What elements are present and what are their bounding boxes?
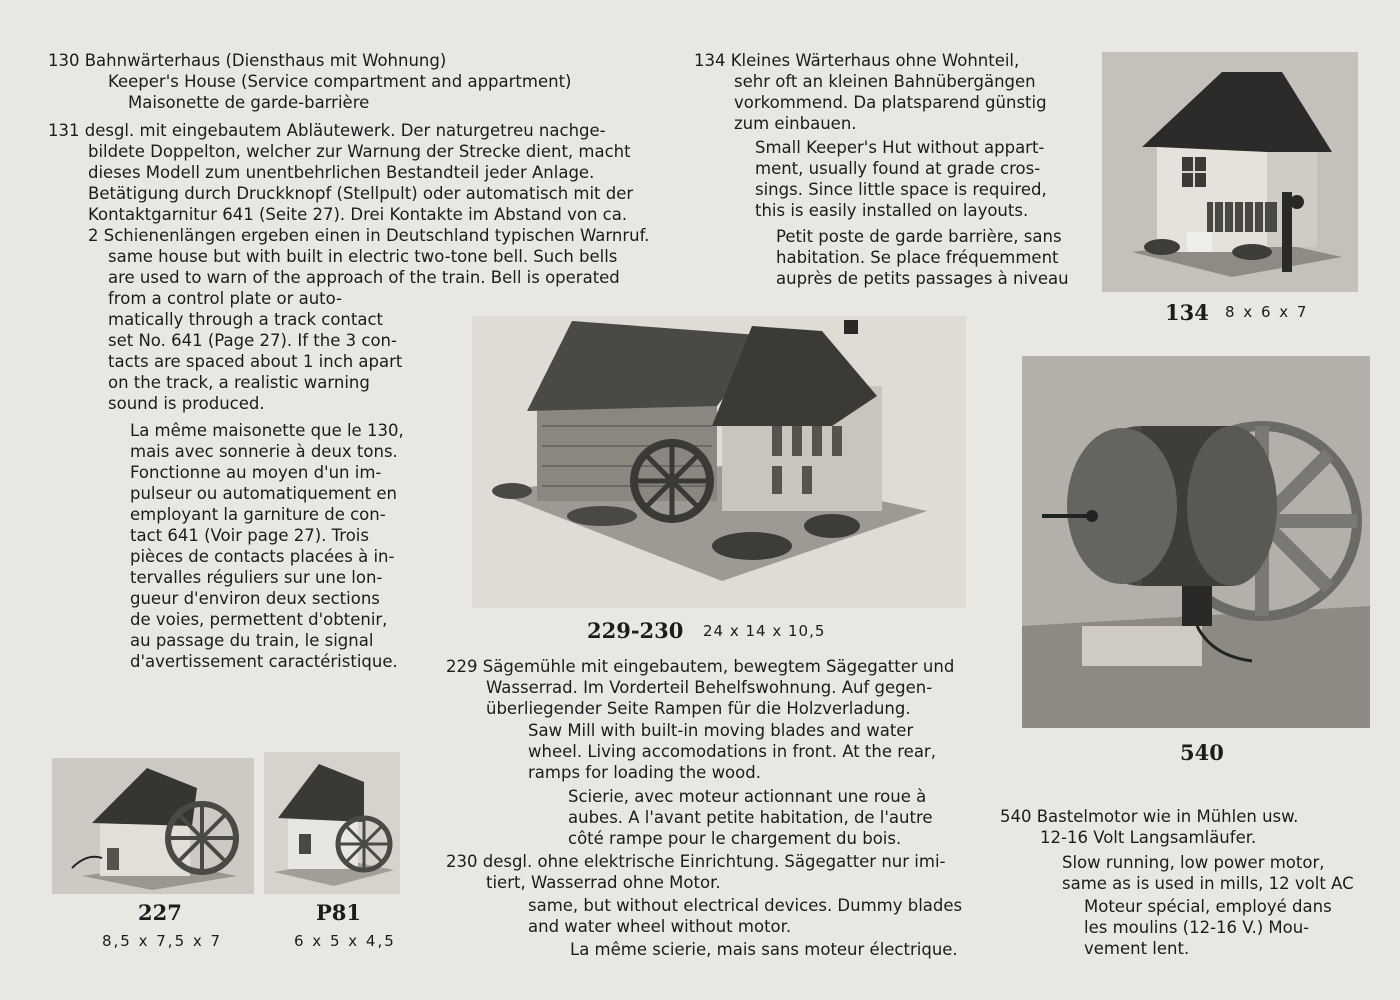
- caption-229-230-dimensions: 24 x 14 x 10,5: [703, 622, 826, 640]
- text-line: dieses Modell zum unentbehrlichen Bestandteil jeder Anlage.: [88, 163, 595, 182]
- text-line: matically through a track contact: [108, 310, 384, 329]
- text-line: les moulins (12-16 V.) Mou-: [1084, 918, 1310, 937]
- text-line: 540 Bastelmotor wie in Mühlen usw.: [1000, 807, 1299, 826]
- item-229-english-text: [528, 720, 936, 783]
- text-line: are used to warn of the approach of the train. Bell is operated: [108, 268, 620, 287]
- text-line: zum einbauen.: [734, 114, 857, 133]
- text-line: this is easily installed on layouts.: [755, 201, 1029, 220]
- text-line: tacts are spaced about 1 inch apart: [108, 352, 403, 371]
- text-line: tact 641 (Voir page 27). Trois: [130, 526, 369, 545]
- text-line: auprès de petits passages à niveau: [776, 269, 1069, 288]
- text-line: côté rampe pour le chargement du bois.: [568, 829, 902, 848]
- text-line: 134 Kleines Wärterhaus ohne Wohnteil,: [694, 51, 1020, 70]
- item-134-german-text: [694, 50, 1047, 134]
- text-line: pièces de contacts placées à in-: [130, 547, 395, 566]
- item-540-english-text: [1062, 852, 1354, 894]
- text-line: same house but with built in electric two-tone bell. Such bells: [108, 247, 618, 266]
- text-line: same, but without electrical devices. Dummy blades: [528, 896, 963, 915]
- keepers-hut-illustration: [1102, 52, 1358, 292]
- text-line: sings. Since little space is required,: [755, 180, 1047, 199]
- text-line: wheel. Living accomodations in front. At the rear,: [528, 742, 936, 761]
- text-line: ment, usually found at grade cros-: [755, 159, 1041, 178]
- item-229-french-text: [568, 786, 933, 849]
- item-131-german-text: [48, 120, 664, 246]
- item-134-english-text: [755, 137, 1047, 221]
- caption-229-230-number: 229-230: [587, 618, 684, 643]
- text-line: Scierie, avec moteur actionnant une roue à: [568, 787, 927, 806]
- small-mill-227-illustration: [52, 758, 254, 894]
- text-line: Moteur spécial, employé dans: [1084, 897, 1332, 916]
- text-line: Slow running, low power motor,: [1062, 853, 1325, 872]
- text-line: 230 desgl. ohne elektrische Einrichtung. Sägegatter nur imi-: [446, 852, 946, 871]
- text-line: gueur d'environ deux sections: [130, 589, 380, 608]
- photo-540-motor: [1022, 356, 1370, 728]
- item-134-french-text: [776, 226, 1069, 289]
- text-line: ramps for loading the wood.: [528, 763, 761, 782]
- text-line: La même scierie, mais sans moteur électrique.: [570, 940, 958, 959]
- text-line: bildete Doppelton, welcher zur Warnung der Strecke dient, macht: [88, 142, 631, 161]
- item-540-french-text: [1084, 896, 1332, 959]
- text-line: aubes. A l'avant petite habitation, de l'autre: [568, 808, 933, 827]
- text-line: same as is used in mills, 12 volt AC: [1062, 874, 1354, 893]
- text-line: sound is produced.: [108, 394, 265, 413]
- text-line: on the track, a realistic warning: [108, 373, 370, 392]
- text-line: d'avertissement caractéristique.: [130, 652, 398, 671]
- photo-134-keepers-hut: [1102, 52, 1358, 292]
- caption-227-dimensions: 8,5 x 7,5 x 7: [102, 932, 223, 950]
- text-line: Small Keeper's Hut without appart-: [755, 138, 1045, 157]
- photo-229-230-saw-mill: [472, 316, 966, 608]
- item-130-title-en: Keeper's House (Service compartment and appartment): [108, 72, 572, 91]
- text-line: from a control plate or auto-: [108, 289, 342, 308]
- motor-illustration: [1022, 356, 1370, 728]
- caption-134-dimensions: 8 x 6 x 7: [1225, 303, 1309, 321]
- text-line: Betätigung durch Druckknopf (Stellpult) oder automatisch mit der: [88, 184, 634, 203]
- text-line: mais avec sonnerie à deux tons.: [130, 442, 398, 461]
- text-line: employant la garniture de con-: [130, 505, 386, 524]
- text-line: überliegender Seite Rampen für die Holzverladung.: [486, 699, 911, 718]
- text-line: Saw Mill with built-in moving blades and water: [528, 721, 914, 740]
- item-230-english-text: [528, 895, 962, 937]
- text-line: Petit poste de garde barrière, sans: [776, 227, 1062, 246]
- text-line: vement lent.: [1084, 939, 1190, 958]
- text-line: 131 desgl. mit eingebautem Abläutewerk. Der naturgetreu nachge-: [48, 121, 606, 140]
- text-line: sehr oft an kleinen Bahnübergängen: [734, 72, 1036, 91]
- item-130-title-block: [48, 50, 571, 113]
- caption-P81-dimensions: 6 x 5 x 4,5: [294, 932, 396, 950]
- text-line: Fonctionne au moyen d'un im-: [130, 463, 382, 482]
- caption-P81-number: P81: [316, 900, 362, 925]
- text-line: Kontaktgarnitur 641 (Seite 27). Drei Kontakte im Abstand von ca.: [88, 205, 628, 224]
- saw-mill-illustration: [472, 316, 966, 608]
- text-line: set No. 641 (Page 27). If the 3 con-: [108, 331, 397, 350]
- caption-134-number: 134: [1165, 300, 1209, 325]
- text-line: 2 Schienenlängen ergeben einen in Deutschland typischen Warnruf.: [88, 226, 650, 245]
- item-229-german-text: [446, 656, 954, 719]
- text-line: 229 Sägemühle mit eingebautem, bewegtem Sägegatter und: [446, 657, 955, 676]
- item-230-german-text: [446, 851, 945, 893]
- text-line: habitation. Se place fréquemment: [776, 248, 1059, 267]
- text-line: 12-16 Volt Langsamläufer.: [1040, 828, 1257, 847]
- photo-P81-small-mill: [264, 752, 400, 894]
- caption-227-number: 227: [138, 900, 182, 925]
- item-540-german-text: [1000, 806, 1298, 848]
- item-131-french-text: [130, 420, 404, 672]
- text-line: La même maisonette que le 130,: [130, 421, 404, 440]
- small-mill-P81-illustration: [264, 752, 400, 894]
- text-line: and water wheel without motor.: [528, 917, 792, 936]
- text-line: de voies, permettent d'obtenir,: [130, 610, 388, 629]
- text-line: tervalles réguliers sur une lon-: [130, 568, 383, 587]
- caption-540-number: 540: [1180, 740, 1224, 765]
- photo-227-small-mill: [52, 758, 254, 894]
- text-line: pulseur ou automatiquement en: [130, 484, 398, 503]
- text-line: tiert, Wasserrad ohne Motor.: [486, 873, 721, 892]
- text-line: au passage du train, le signal: [130, 631, 374, 650]
- text-line: vorkommend. Da platsparend günstig: [734, 93, 1047, 112]
- item-230-french-text: [570, 939, 958, 960]
- item-130-title-fr: Maisonette de garde-barrière: [128, 93, 370, 112]
- item-130-title-de: 130 Bahnwärterhaus (Diensthaus mit Wohnung): [48, 51, 447, 70]
- text-line: Wasserrad. Im Vorderteil Behelfswohnung. Auf gegen-: [486, 678, 933, 697]
